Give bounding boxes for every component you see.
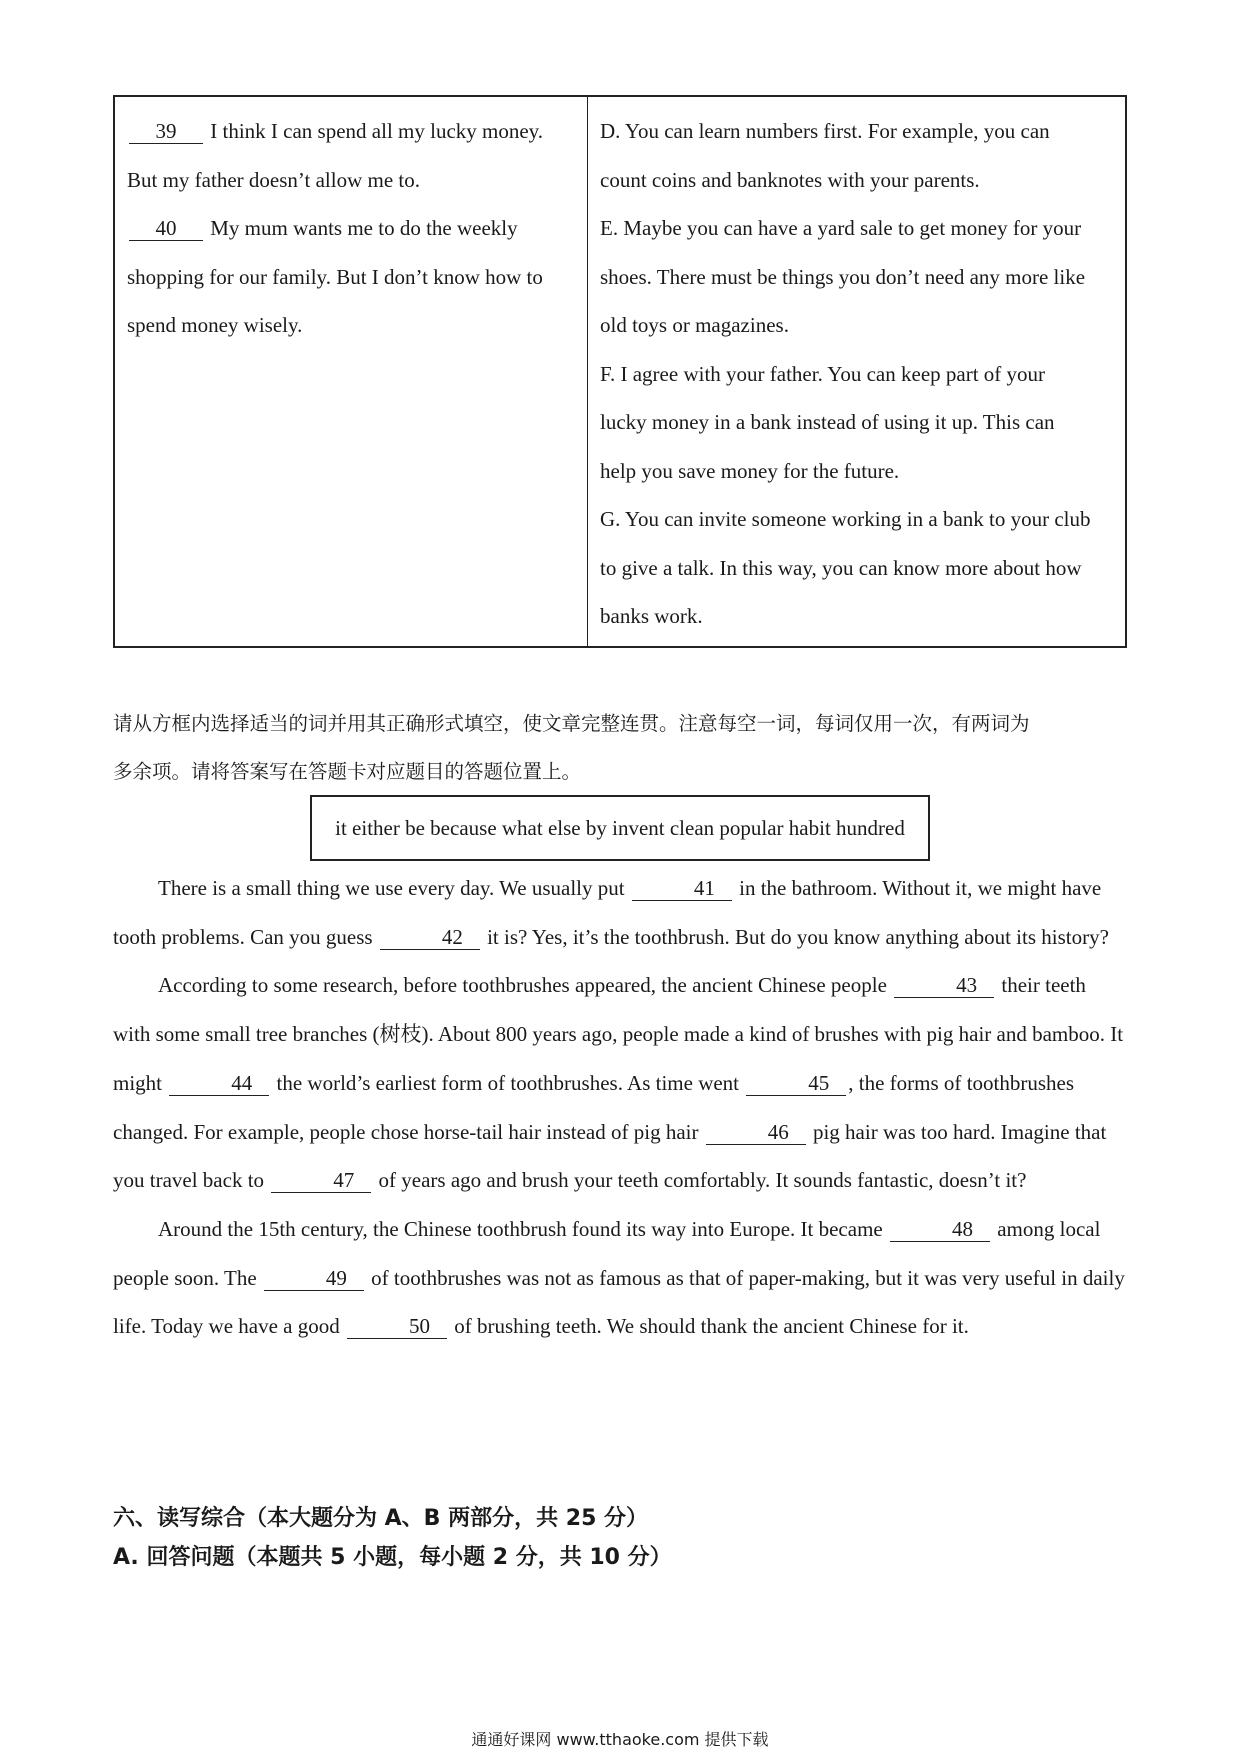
passage-text: useful in daily life. Today we have a good xyxy=(113,1265,1125,1339)
paragraph-3 xyxy=(113,1205,1127,1351)
passage-text: of brushing teeth. We should thank the ancient Chinese for xyxy=(454,1314,947,1339)
option-line: to give a talk. In this way, you can know more about how xyxy=(600,555,1082,580)
option-line: lucky money in a bank instead of using it up. This can xyxy=(600,410,1055,434)
passage-text: local people soon. The xyxy=(113,1216,1101,1290)
option-line: old toys or magazines. xyxy=(600,313,789,337)
passage-text: with some small tree branches (树枝). About 800 years ago, people made a kind of brushes with pig hair and xyxy=(113,1022,1027,1047)
questions-column xyxy=(115,97,588,646)
passage-text: in the bathroom. Without it, we might xyxy=(739,876,1057,900)
answer-blank-41[interactable]: 41 xyxy=(632,876,732,901)
question-40-text: My mum wants me to do the weekly xyxy=(210,216,518,240)
passage-text: history? xyxy=(1041,924,1109,949)
passage-text: their teeth xyxy=(1001,973,1086,998)
passage-text: among xyxy=(997,1216,1055,1241)
question-40 xyxy=(127,204,575,253)
option-line: F. I agree with your father. You can keep part of your xyxy=(600,361,1046,386)
passage-text: Around the 15th century, the Chinese toothbrush found its way into Europe. It became xyxy=(158,1216,883,1241)
options-column xyxy=(588,97,1125,646)
option-line: G. You can invite someone working in a bank to your club xyxy=(600,507,1091,531)
section-6-heading: 六、读写综合（本大题分为 A、B 两部分，共 25 分） xyxy=(113,1506,649,1531)
passage-text: , the forms of xyxy=(848,1070,962,1095)
instructions xyxy=(113,700,1127,796)
matching-table xyxy=(113,95,1127,648)
instructions-line-2: 多余项。请将答案写在答题卡对应题目的答题位置上。 xyxy=(113,760,582,783)
answer-blank-48[interactable]: 48 xyxy=(890,1217,990,1242)
option-line: help you save money for the future. xyxy=(600,458,900,483)
answer-blank-47[interactable]: 47 xyxy=(271,1168,371,1193)
answer-blank-45[interactable]: 45 xyxy=(746,1071,846,1096)
option-line: D. You can learn numbers first. For example, you can xyxy=(600,119,1050,143)
answer-blank-44[interactable]: 44 xyxy=(169,1071,269,1096)
answer-blank-42[interactable]: 42 xyxy=(380,925,480,950)
passage-text: the world’s earliest form of toothbrushes. As time went xyxy=(276,1070,740,1095)
passage-text: hard. Imagine that you travel back to xyxy=(113,1119,1107,1193)
word-bank-box: it either be because what else by invent clean popular habit hundred xyxy=(310,795,930,861)
passage-text: According to some research, before toothbrushes appeared, the ancient Chinese people xyxy=(158,973,887,998)
option-line: banks work. xyxy=(600,604,703,628)
answer-blank-50[interactable]: 50 xyxy=(347,1314,447,1339)
answer-blank-46[interactable]: 46 xyxy=(706,1120,806,1145)
passage-text: fantastic, doesn’t it? xyxy=(857,1168,1027,1193)
passage-text: of years ago and brush your teeth comfortably. It sounds xyxy=(378,1168,852,1193)
passage-text: toothbrushes changed. For example, people chose horse-tail hair instead of pig hair xyxy=(113,1070,1075,1144)
question-39-text-cont: But my father doesn’t allow me to. xyxy=(127,167,420,192)
passage-text: pig hair was too xyxy=(812,1119,948,1144)
page-footer: 通通好课网 www.tthaoke.com 提供下载 xyxy=(471,1730,769,1749)
question-39 xyxy=(127,107,575,156)
answer-blank-49[interactable]: 49 xyxy=(264,1266,364,1291)
instructions-line-1: 请从方框内选择适当的词并用其正确形式填空，使文章完整连贯。注意每空一词，每词仅用一次，有两词为 xyxy=(113,712,1030,735)
passage-text: it. xyxy=(951,1314,969,1339)
passage-text: There is a small thing we use every day. We usually put xyxy=(158,876,625,900)
answer-blank-43[interactable]: 43 xyxy=(894,973,994,998)
passage-text: it is? Yes, it’s the toothbrush. But do you know anything about its xyxy=(487,924,1037,949)
passage-text: of toothbrushes was not as famous as that of paper-making, but it was very xyxy=(371,1265,1000,1290)
question-40-text-end: spend money wisely. xyxy=(127,313,303,337)
passage-text: have tooth problems. Can you guess xyxy=(113,876,1102,949)
paragraph-2 xyxy=(113,961,1127,1205)
cloze-passage xyxy=(113,864,1127,1351)
option-line: shoes. There must be things you don’t need any more like xyxy=(600,264,1086,289)
question-39-text: I think I can spend all my lucky money. xyxy=(210,119,544,143)
option-line: E. Maybe you can have a yard sale to get money for your xyxy=(600,216,1082,240)
answer-blank-40[interactable]: 40 xyxy=(129,216,203,241)
paragraph-1 xyxy=(113,864,1127,961)
question-40-text-cont: shopping for our family. But I don’t know how to xyxy=(127,264,543,289)
answer-blank-39[interactable]: 39 xyxy=(129,119,203,144)
section-a-heading: A. 回答问题（本题共 5 小题，每小题 2 分，共 10 分） xyxy=(113,1545,672,1570)
passage-text: bamboo. It might xyxy=(113,1022,1124,1095)
option-line: count coins and banknotes with your parents. xyxy=(600,167,980,192)
